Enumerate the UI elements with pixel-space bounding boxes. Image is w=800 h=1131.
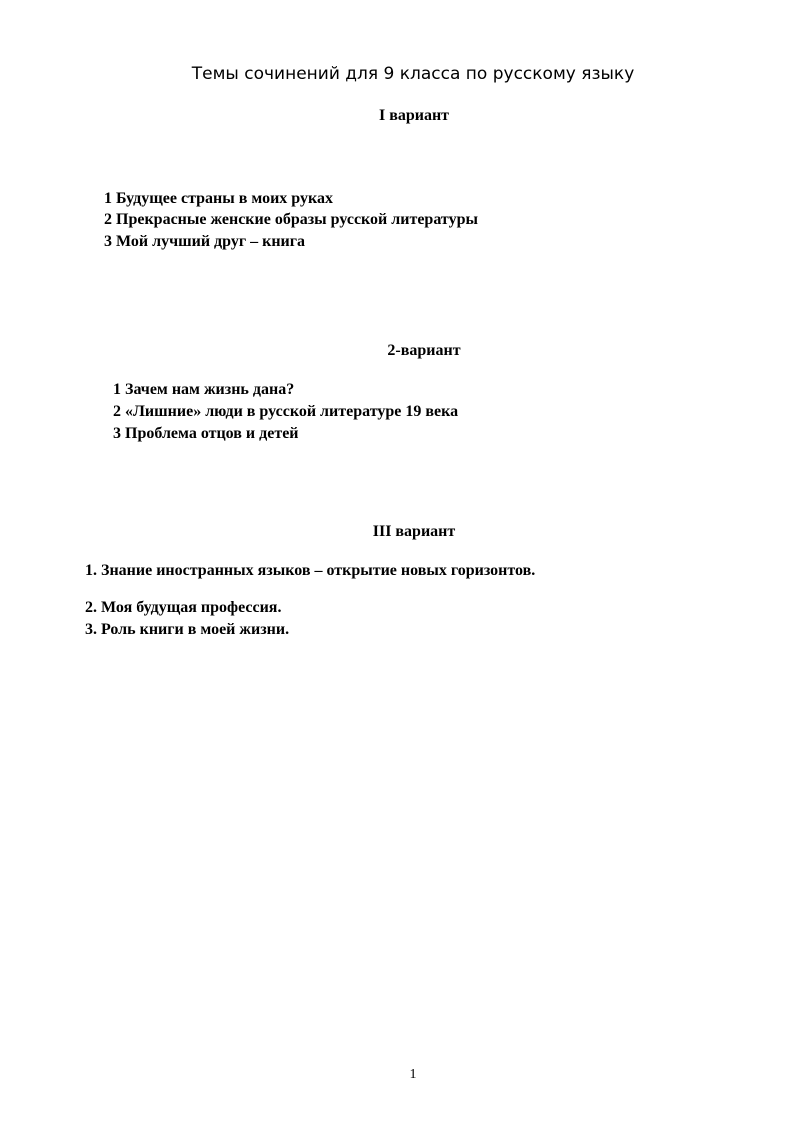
variant-2-item-1: 1 Зачем нам жизнь дана? (113, 381, 295, 398)
variant-2-item-2: 2 «Лишние» люди в русской литературе 19 века (113, 403, 459, 420)
variant-3-heading: III вариант (372, 523, 456, 540)
document-title: Темы сочинений для 9 класса по русскому языку (191, 64, 635, 84)
variant-1-heading: I вариант (378, 107, 450, 124)
variant-2-heading: 2-вариант (387, 342, 461, 359)
variant-1-item-1: 1 Будущее страны в моих руках (104, 190, 333, 207)
variant-1-item-3: 3 Мой лучший друг – книга (104, 233, 306, 250)
variant-3-item-3: 3. Роль книги в моей жизни. (85, 621, 290, 638)
variant-1-item-2: 2 Прекрасные женские образы русской литературы (104, 211, 478, 228)
variant-2-item-3: 3 Проблема отцов и детей (113, 425, 299, 442)
page-number: 1 (409, 1067, 417, 1082)
variant-3-item-2: 2. Моя будущая профессия. (85, 599, 282, 616)
variant-3-item-1: 1. Знание иностранных языков – открытие новых горизонтов. (85, 562, 536, 579)
